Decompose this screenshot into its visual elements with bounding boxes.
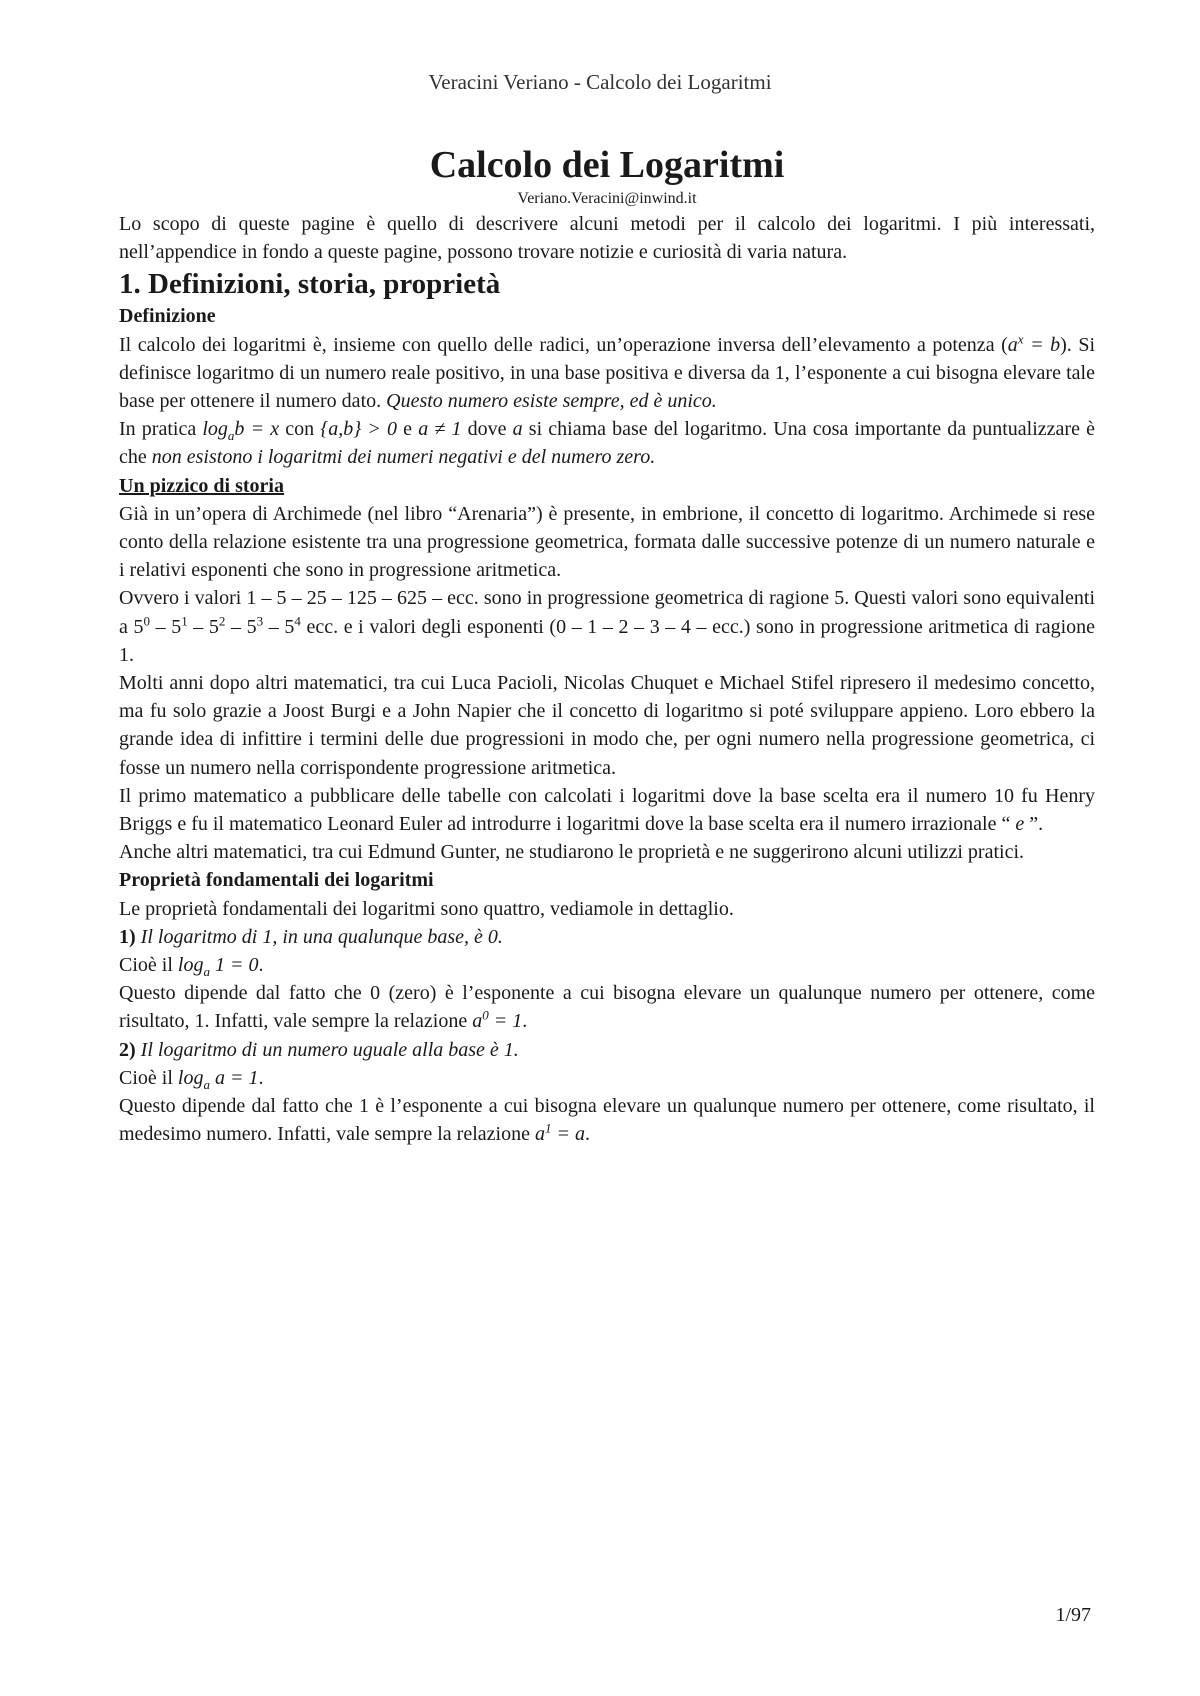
page-content — [119, 142, 1095, 1149]
running-header: Veracini Veriano - Calcolo dei Logaritmi — [428, 70, 772, 94]
property-1-formula: Cioè il $\log_a 1 = 0$. — [119, 954, 264, 980]
history-heading: Un pizzico di storia — [119, 474, 284, 497]
property-1-title: 1) Il logaritmo di 1, in una qualunque base, è 0. — [119, 925, 503, 948]
section-heading: 1. Definizioni, storia, proprietà — [119, 268, 501, 301]
history-paragraph-5: Anche altri matematici, tra cui Edmund Gunter, ne studiarono le proprietà e ne suggerirono alcuni utilizzi pratici. — [119, 841, 1024, 864]
history-paragraph-3: Molti anni dopo altri matematici, tra cui Luca Pacioli, Nicolas Chuquet e Michael Stifel ripresero il medesimo concetto, ma fu solo grazie a Joost Burgi e a John Napier che il concetto di logaritmo si poté sviluppare appieno. Loro ebbero la grande idea di infittire i termini delle due progressioni in modo che, per ogni numero nella progressione geometrica, ci fosse un numero nella corrispondente progressione aritmetica. — [119, 672, 1095, 779]
properties-intro: Le proprietà fondamentali dei logaritmi sono quattro, vediamole in dettaglio. — [119, 897, 734, 920]
intro-paragraph: Lo scopo di queste pagine è quello di descrivere alcuni metodi per il calcolo dei logaritmi. I più interessati, nell’appendice in fondo a queste pagine, possono trovare notizie e curiosità di varia natura. — [119, 213, 1095, 264]
definition-paragraph: Il calcolo dei logaritmi è, insieme con quello delle radici, un’operazione inversa dell’elevamento a potenza $(a^x = b)$. Si definisce logaritmo di un numero reale positivo, in una base positiva e diversa da 1, l’esponente a cui bisogna elevare tale base per ottenere il numero dato. Questo numero esiste sempre, ed è unico. — [119, 330, 1095, 413]
property-2-text: Questo dipende dal fatto che 1 è l’esponente a cui bisogna elevare un qualunque numero per ottenere, come risultato, il medesimo numero. Infatti, vale sempre la relazione $a^1 = a$. — [119, 1095, 1095, 1146]
definition-heading: Definizione — [119, 305, 216, 328]
history-paragraph-1: Già in un’opera di Archimede (nel libro “Arenaria”) è presente, in embrione, il concetto di logaritmo. Archimede si rese conto della relazione esistente tra una progressione geometrica, formata dalle successive potenze di un numero naturale e i relativi esponenti che sono in progressione aritmetica. — [119, 502, 1095, 582]
property-1-text: Questo dipende dal fatto che 0 (zero) è l’esponente a cui bisogna elevare un qualunque numero per ottenere, come risultato, 1. Infatti, vale sempre la relazione $a^0 = 1$. — [119, 982, 1095, 1033]
page-title: Calcolo dei Logaritmi — [429, 144, 785, 186]
author-email: Veriano.Veracini@inwind.it — [517, 190, 697, 207]
history-paragraph-2: Ovvero i valori 1 – 5 – 25 – 125 – 625 – ecc. sono in progressione geometrica di ragione 5. Questi valori sono equivalenti a $5^0 - 5^1 - 5^2 - 5^3 - 5^4$ ecc. e i valori degli esponenti (0 – 1 – 2 – 3 – 4 – ecc.) sono in progressione aritmetica di ragione 1. — [119, 587, 1096, 666]
page-number: 1/97 — [1055, 1604, 1091, 1626]
history-paragraph-4: Il primo matematico a pubblicare delle tabelle con calcolati i logaritmi dove la base scelta era il numero 10 fu Henry Briggs e fu il matematico Leonard Euler ad introdurre i logaritmi dove la base scelta era il numero irrazionale “ e ”. — [119, 784, 1095, 836]
definition-formula-paragraph: In pratica $\log_ab = x$ con {a,b} > 0 e a ≠ 1 dove a si chiama base del logaritmo. Una cosa importante da puntualizzare è che non esistono i logaritmi dei numeri negativi e del numero zero. — [119, 418, 1095, 469]
property-2-formula: Cioè il $\log_a a = 1$. — [119, 1066, 264, 1092]
properties-heading: Proprietà fondamentali dei logaritmi — [119, 869, 434, 892]
property-2-title: 2) Il logaritmo di un numero uguale alla base è 1. — [119, 1038, 519, 1061]
